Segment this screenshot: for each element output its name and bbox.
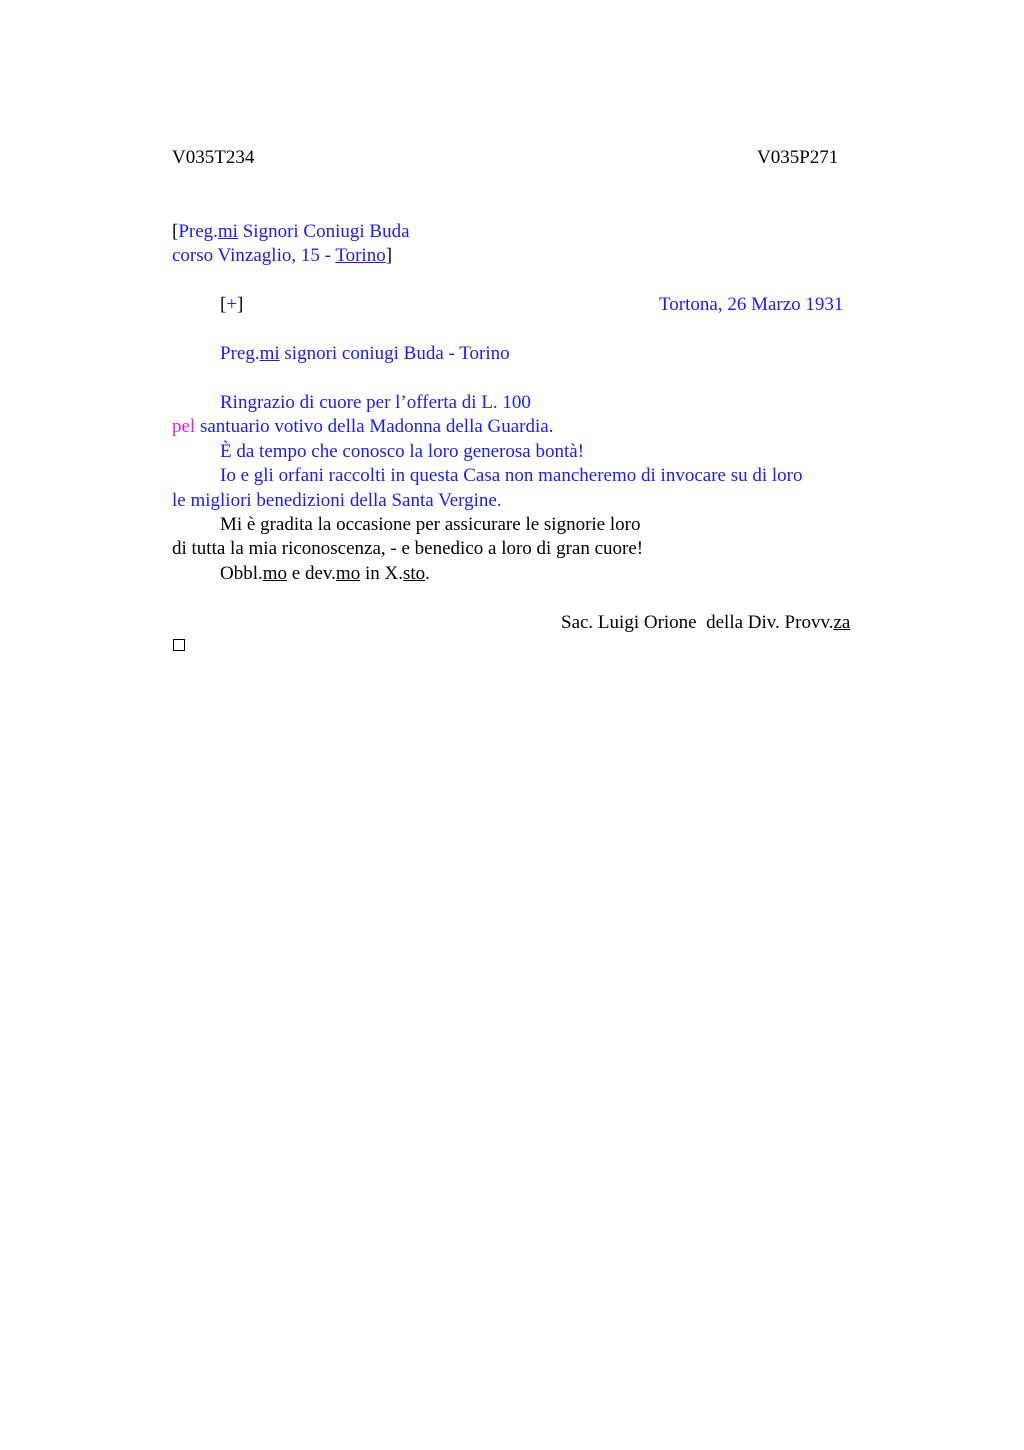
address-line-1 — [172, 220, 410, 244]
body-line — [172, 415, 553, 439]
document-code-right: V035P271 — [757, 147, 839, 168]
body-line: È da tempo che conosco la loro generosa bontà! — [220, 441, 585, 462]
salutation — [220, 342, 510, 366]
document-code-left: V035T234 — [172, 147, 255, 168]
closing-part: e dev. — [287, 563, 336, 584]
highlighted-word: pel — [172, 416, 196, 437]
square-outline-icon — [173, 639, 185, 651]
body-text: santuario votivo della Madonna della Guardia. — [195, 416, 554, 437]
bracket-open: [ — [172, 221, 179, 242]
closing-part: . — [425, 563, 430, 584]
address-line-2 — [172, 244, 392, 268]
closing-part: in X. — [360, 563, 403, 584]
address-title-abbrev: mi — [217, 221, 238, 242]
address-title: Preg. — [178, 221, 218, 242]
closing-abbrev: mo — [335, 563, 361, 584]
closing-abbrev: mo — [262, 563, 288, 584]
bracket-open: [ — [220, 294, 227, 315]
signature-name: Sac. Luigi Orione della Div. Provv. — [561, 612, 834, 633]
bracket-close: ] — [385, 245, 393, 266]
closing-part: Obbl. — [220, 563, 263, 584]
salutation-title: Preg. — [220, 343, 260, 364]
cross-icon: + — [226, 294, 238, 315]
closing-formula — [220, 562, 430, 586]
body-line: le migliori benedizioni della Santa Vergine. — [172, 490, 502, 511]
address-street: corso Vinzaglio, 15 - — [172, 245, 336, 266]
body-line: Mi è gradita la occasione per assicurare le signorie loro — [220, 514, 641, 535]
signature — [561, 611, 850, 635]
body-line: Io e gli orfani raccolti in questa Casa non mancheremo di invocare su di loro — [220, 465, 803, 486]
salutation-title-abbrev: mi — [259, 343, 280, 364]
letter-date: Tortona, 26 Marzo 1931 — [659, 294, 844, 315]
cross-mark — [220, 293, 243, 317]
body-line: di tutta la mia riconoscenza, - e benedico a loro di gran cuore! — [172, 538, 644, 559]
closing-abbrev: sto — [402, 563, 426, 584]
salutation-recipient: signori coniugi Buda - Torino — [279, 343, 510, 364]
signature-abbrev: za — [833, 612, 851, 633]
bracket-close: ] — [237, 294, 244, 315]
address-city: Torino — [335, 245, 386, 266]
address-recipient: Signori Coniugi Buda — [237, 221, 410, 242]
body-line: Ringrazio di cuore per l’offerta di L. 100 — [220, 392, 531, 413]
